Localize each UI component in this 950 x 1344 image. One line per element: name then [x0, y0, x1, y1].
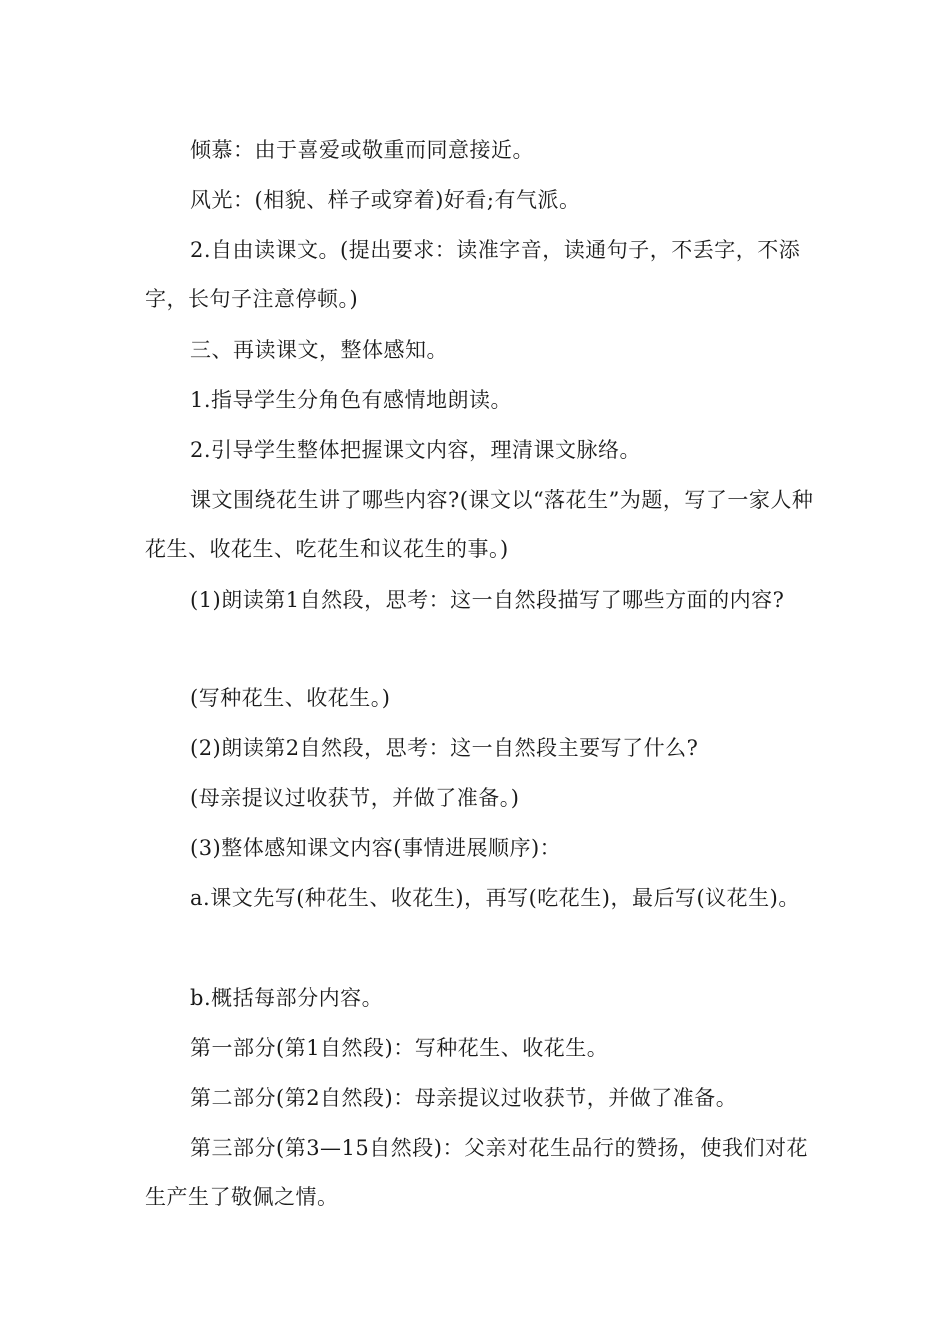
paragraph-17: 第三部分(第3—15自然段)：父亲对花生品行的赞扬，使我们对花生产生了敬佩之情。	[145, 1136, 808, 1209]
paragraph-1: 倾慕：由于喜爱或敬重而同意接近。	[190, 138, 534, 162]
paragraph-13: a.课文先写(种花生、收花生)，再写(吃花生)，最后写(议花生)。	[190, 886, 800, 910]
paragraph-15: 第一部分(第1自然段)：写种花生、收花生。	[190, 1036, 609, 1060]
paragraph-11: (母亲提议过收获节，并做了准备。)	[190, 786, 520, 810]
paragraph-7: 课文围绕花生讲了哪些内容?(课文以“落花生”为题，写了一家人种花生、收花生、吃花生和议花生的事。)	[145, 488, 814, 561]
paragraph-12: (3)整体感知课文内容(事情进展顺序)：	[190, 836, 562, 860]
paragraph-10: (2)朗读第2自然段，思考：这一自然段主要写了什么?	[190, 736, 699, 760]
paragraph-9: (写种花生、收花生。)	[190, 686, 391, 710]
paragraph-6: 2.引导学生整体把握课文内容，理清课文脉络。	[190, 438, 642, 462]
paragraph-16: 第二部分(第2自然段)：母亲提议过收获节，并做了准备。	[190, 1086, 738, 1110]
paragraph-4: 三、再读课文，整体感知。	[190, 338, 448, 362]
paragraph-5: 1.指导学生分角色有感情地朗读。	[190, 388, 513, 412]
paragraph-3: 2.自由读课文。(提出要求：读准字音，读通句子，不丢字，不添字，长句子注意停顿。)	[145, 238, 801, 311]
paragraph-14: b.概括每部分内容。	[190, 986, 384, 1010]
paragraph-2: 风光：(相貌、样子或穿着)好看;有气派。	[190, 188, 581, 212]
paragraph-8: (1)朗读第1自然段，思考：这一自然段描写了哪些方面的内容?	[190, 588, 785, 612]
